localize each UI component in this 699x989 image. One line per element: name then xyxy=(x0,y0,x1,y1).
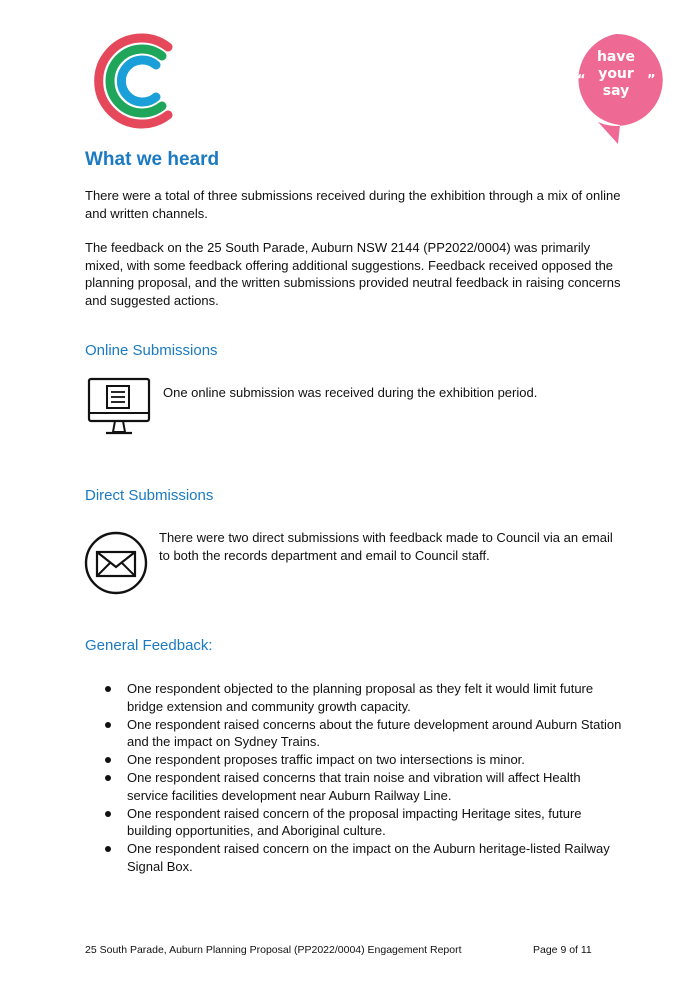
computer-document-icon xyxy=(86,376,152,442)
envelope-icon xyxy=(83,530,149,596)
logo-word-your: your xyxy=(598,66,634,82)
footer-title: 25 South Parade, Auburn Planning Proposal (PP2022/0004) Engagement Report xyxy=(85,944,462,956)
have-your-say-logo xyxy=(568,32,664,146)
list-item: One respondent raised concern of the proposal impacting Heritage sites, future building opportunities, and Aboriginal culture. xyxy=(85,805,625,840)
page-heading: What we heard xyxy=(85,149,220,170)
list-item: One respondent proposes traffic impact on two intersections is minor. xyxy=(85,751,625,769)
list-item: One respondent objected to the planning proposal as they felt it would limit future bridge extension and community growth capacity. xyxy=(85,680,625,715)
list-item: One respondent raised concern on the impact on the Auburn heritage-listed Railway Signal Box. xyxy=(85,840,625,875)
online-submissions-heading: Online Submissions xyxy=(85,342,218,359)
svg-text:“: “ xyxy=(577,73,586,88)
intro-paragraph: There were a total of three submissions received during the exhibition through a mix of online and written channels. xyxy=(85,188,621,221)
feedback-list xyxy=(85,680,625,876)
list-item: One respondent raised concerns about the future development around Auburn Station and the impact on Sydney Trains. xyxy=(85,716,625,751)
direct-submissions-heading: Direct Submissions xyxy=(85,487,214,504)
svg-text:”: ” xyxy=(647,73,656,88)
logo-word-say: say xyxy=(602,83,630,99)
summary-paragraph: The feedback on the 25 South Parade, Auburn NSW 2144 (PP2022/0004) was primarily mixed, with some feedback offering additional suggestions. Feedback received opposed the planning proposal, and the written submissions provided neutral feedback in raising concerns and suggested actions. xyxy=(85,240,621,308)
page-number: Page 9 of 11 xyxy=(533,944,592,956)
list-item: One respondent raised concerns that train noise and vibration will affect Health service facilities development near Auburn Railway Line. xyxy=(85,769,625,804)
online-submissions-text: One online submission was received during the exhibition period. xyxy=(163,385,538,400)
council-logo xyxy=(88,32,178,130)
direct-submissions-text: There were two direct submissions with feedback made to Council via an email to both the records department and email to Council staff. xyxy=(159,530,613,563)
general-feedback-heading: General Feedback: xyxy=(85,637,213,654)
logo-word-have: have xyxy=(596,49,636,65)
